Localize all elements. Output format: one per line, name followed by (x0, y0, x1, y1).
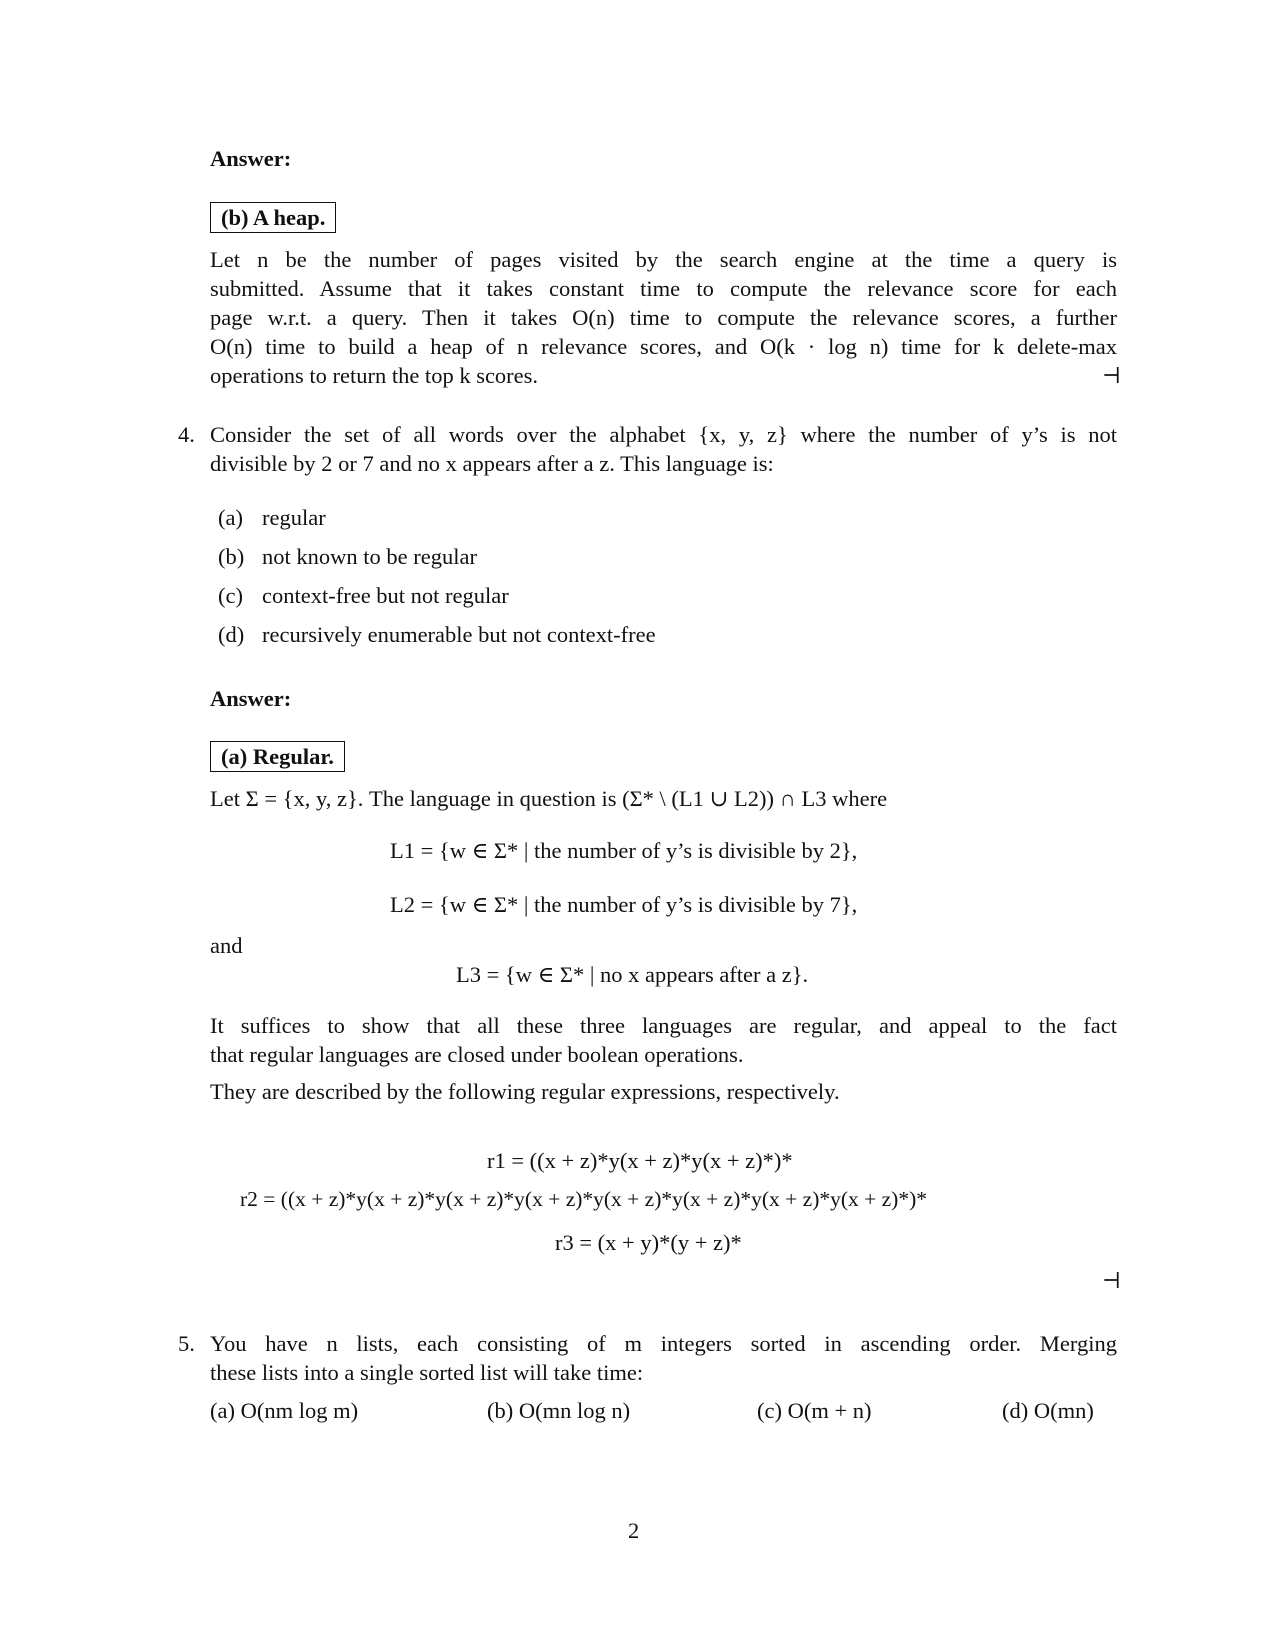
q4-option-d-text: recursively enumerable but not context-free (262, 622, 656, 647)
q3-expl-line-3: page w.r.t. a query. Then it takes O(n) time to compute the relevance scores, a further (210, 305, 1117, 330)
q3-answer-text: (b) A heap. (210, 202, 336, 233)
q4-option-a (218, 503, 326, 532)
q4-question-line-1: Consider the set of all words over the alphabet {x, y, z} where the number of y’s is not (210, 422, 1117, 447)
q5-question (210, 1329, 1117, 1387)
q4-option-c-label: (c) (218, 583, 243, 608)
q5-option-c (757, 1396, 872, 1425)
q5-option-d-label: (d) (1002, 1398, 1029, 1423)
q4-described: They are described by the following regular expressions, respectively. (210, 1079, 840, 1104)
q4-regex-r3: r3 = (x + y)*(y + z)* (555, 1230, 742, 1255)
q4-option-d (218, 620, 656, 649)
q5-option-d-text: O(mn) (1033, 1398, 1094, 1423)
q4-regex-r1: r1 = ((x + z)*y(x + z)*y(x + z)*)* (487, 1148, 793, 1173)
q5-option-b-text: O(mn log n) (518, 1398, 631, 1423)
q4-and-word: and (210, 933, 243, 958)
q5-option-c-text: O(m + n) (787, 1398, 872, 1423)
q4-option-b (218, 542, 477, 571)
q3-explanation (210, 245, 1117, 390)
q4-option-c (218, 581, 509, 610)
page-number: 2 (628, 1518, 640, 1543)
q4-equation-L3: L3 = {w ∈ Σ* | no x appears after a z}. (456, 962, 809, 987)
q3-expl-line-2: submitted. Assume that it takes constant time to compute the relevance score for each (210, 276, 1117, 301)
q4-regex-r2: r2 = ((x + z)*y(x + z)*y(x + z)*y(x + z)*y(x + z)*y(x + z)*y(x + z)*y(x + z)*)* (240, 1187, 928, 1211)
q4-suffices-line-2: that regular languages are closed under boolean operations. (210, 1042, 744, 1067)
q5-question-line-2: these lists into a single sorted list will take time: (210, 1360, 644, 1385)
q4-equation-L2: L2 = {w ∈ Σ* | the number of y’s is divisible by 7}, (390, 892, 858, 917)
q3-expl-line-1: Let n be the number of pages visited by the search engine at the time a query is (210, 247, 1117, 272)
q4-answer-box (210, 741, 345, 772)
q4-option-b-label: (b) (218, 544, 245, 569)
q5-option-c-label: (c) (757, 1398, 782, 1423)
q4-suffices (210, 1011, 1117, 1069)
q5-option-b-label: (b) (487, 1398, 514, 1423)
q4-intro: Let Σ = {x, y, z}. The language in question is (Σ* \ (L1 ∪ L2)) ∩ L3 where (210, 786, 888, 811)
q4-suffices-line-1: It suffices to show that all these three languages are regular, and appeal to the fact (210, 1013, 1117, 1038)
q5-option-b (487, 1396, 630, 1425)
q4-equation-L1: L1 = {w ∈ Σ* | the number of y’s is divisible by 2}, (390, 838, 858, 863)
q3-answer-box (210, 202, 336, 233)
q4-question (210, 420, 1117, 478)
q4-number: 4. (178, 422, 195, 447)
q4-qed-mark: ⊣ (1102, 1268, 1121, 1293)
q3-expl-line-5: operations to return the top k scores. (210, 363, 539, 388)
q3-answer-heading: Answer: (210, 146, 292, 171)
q4-answer-text: (a) Regular. (210, 741, 345, 772)
q5-number: 5. (178, 1331, 195, 1356)
q4-question-line-2: divisible by 2 or 7 and no x appears after a z. This language is: (210, 451, 774, 476)
q5-option-a (210, 1396, 358, 1425)
q5-option-d (1002, 1396, 1094, 1425)
q4-option-b-text: not known to be regular (262, 544, 477, 569)
q5-option-a-text: O(nm log m) (240, 1398, 359, 1423)
q4-option-d-label: (d) (218, 622, 245, 647)
q4-answer-heading: Answer: (210, 686, 292, 711)
q3-expl-line-4: O(n) time to build a heap of n relevance scores, and O(k · log n) time for k delete-max (210, 334, 1117, 359)
q4-option-a-text: regular (262, 505, 326, 530)
q4-option-a-label: (a) (218, 505, 243, 530)
q4-option-c-text: context-free but not regular (262, 583, 509, 608)
q3-qed-mark: ⊣ (1102, 363, 1121, 388)
q5-option-a-label: (a) (210, 1398, 235, 1423)
q5-question-line-1: You have n lists, each consisting of m integers sorted in ascending order. Merging (210, 1331, 1117, 1356)
